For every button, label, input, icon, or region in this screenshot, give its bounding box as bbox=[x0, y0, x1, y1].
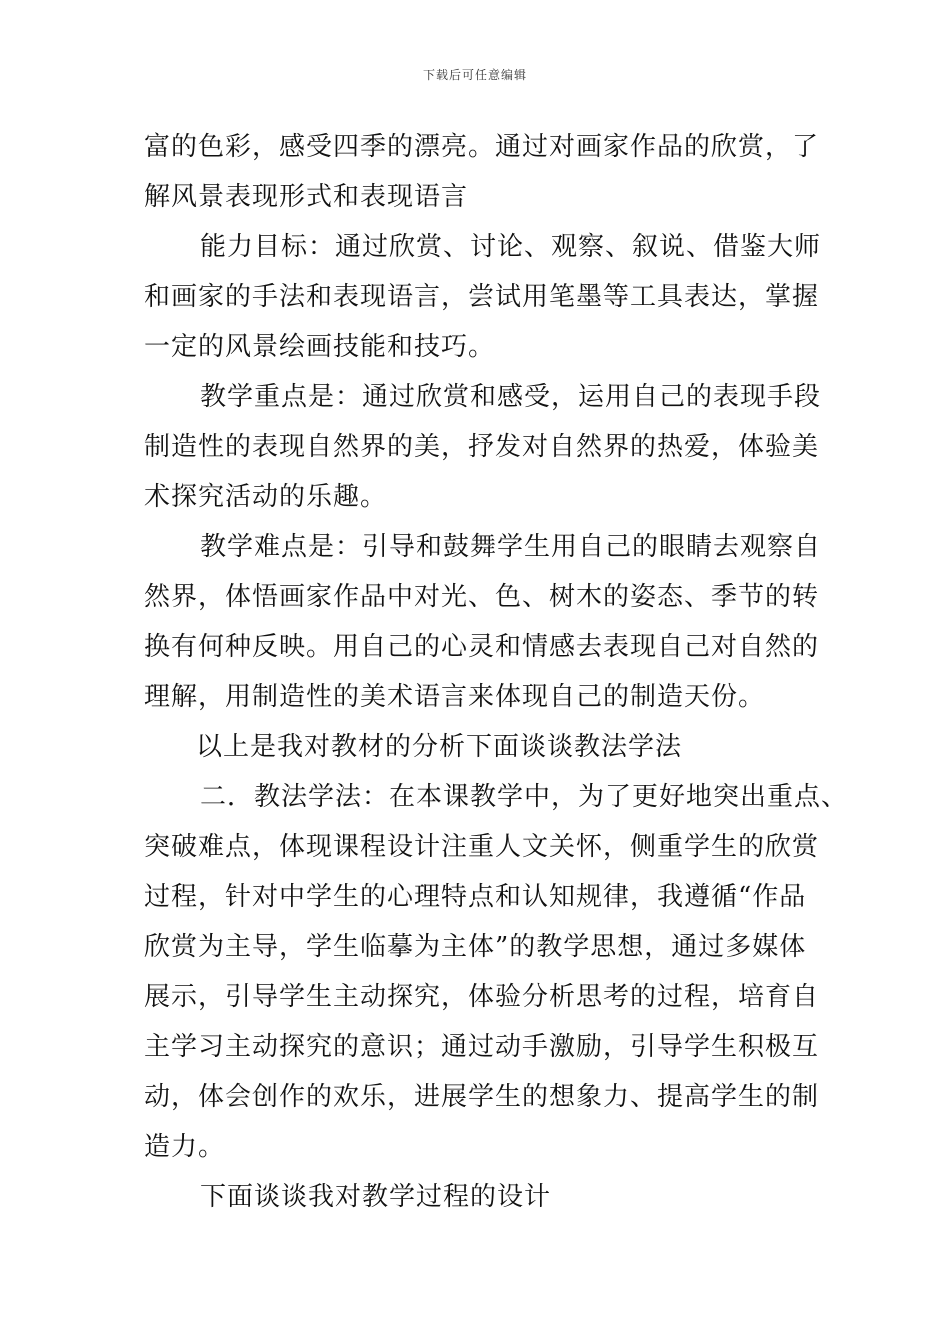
paragraph-line: 术探究活动的乐趣。 bbox=[144, 482, 388, 512]
paragraph-line: 突破难点，体现课程设计注重人文关怀，侧重学生的欣赏 bbox=[144, 832, 820, 862]
paragraph-line: 教学难点是：引导和鼓舞学生用自己的眼睛去观察自 bbox=[200, 532, 822, 562]
paragraph-line: 教学重点是：通过欣赏和感受，运用自己的表现手段 bbox=[200, 382, 822, 412]
paragraph-line: 解风景表现形式和表现语言 bbox=[144, 182, 469, 212]
paragraph-line: 动，体会创作的欢乐，进展学生的想象力、提高学生的制 bbox=[144, 1082, 820, 1112]
paragraph-line: 和画家的手法和表现语言，尝试用笔墨等工具表达，掌握 bbox=[144, 282, 820, 312]
paragraph-line: 以上是我对教材的分析下面谈谈教法学法 bbox=[196, 732, 683, 762]
paragraph-line: 一定的风景绘画技能和技巧。 bbox=[144, 332, 496, 362]
paragraph-line: 能力目标：通过欣赏、讨论、观察、叙说、借鉴大师 bbox=[200, 232, 822, 262]
paragraph-line: 换有何种反映。用自己的心灵和情感去表现自己对自然的 bbox=[144, 632, 820, 662]
paragraph-line: 下面谈谈我对教学过程的设计 bbox=[200, 1182, 552, 1212]
paragraph-line: 理解，用制造性的美术语言来体现自己的制造天份。 bbox=[144, 682, 766, 712]
paragraph-line: 富的色彩，感受四季的漂亮。通过对画家作品的欣赏，了 bbox=[144, 132, 820, 162]
paragraph-line: 过程，针对中学生的心理特点和认知规律，我遵循“作品 bbox=[144, 882, 807, 912]
paragraph-line: 造力。 bbox=[144, 1132, 226, 1162]
paragraph-line: 制造性的表现自然界的美，抒发对自然界的热爱，体验美 bbox=[144, 432, 820, 462]
paragraph-line: 展示，引导学生主动探究，体验分析思考的过程，培育自 bbox=[144, 982, 820, 1012]
paragraph-line: 主学习主动探究的意识；通过动手激励，引导学生积极互 bbox=[144, 1032, 820, 1062]
paragraph-line: 欣赏为主导，学生临摹为主体”的教学思想，通过多媒体 bbox=[144, 932, 807, 962]
page-header-note: 下载后可任意编辑 bbox=[422, 68, 527, 82]
paragraph-line: 二．教法学法：在本课教学中，为了更好地突出重点、 bbox=[200, 782, 849, 812]
paragraph-line: 然界，体悟画家作品中对光、色、树木的姿态、季节的转 bbox=[144, 582, 820, 612]
